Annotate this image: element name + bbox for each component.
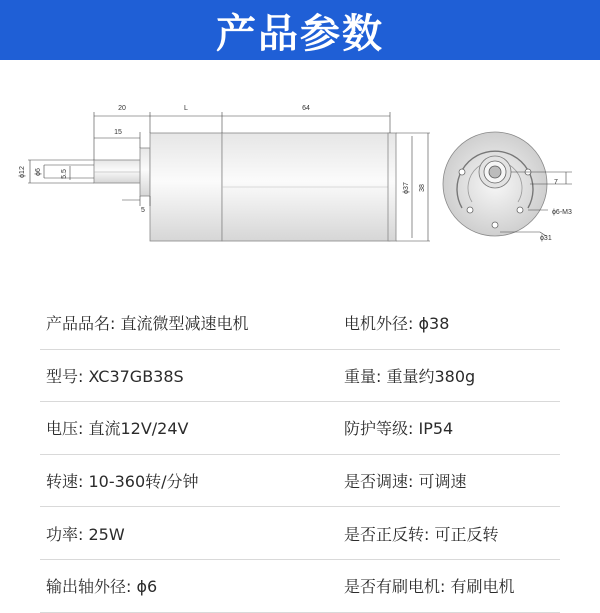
spec-row [40,350,560,403]
technical-drawing [0,60,600,290]
dim-motor-length: 64 [302,105,310,112]
dim-shoulder: 5 [141,207,145,214]
spec-speed: 转速: 10-360转/分钟 [46,472,199,492]
spec-row [40,560,560,613]
motor-dimension-svg [0,60,600,290]
spec-model: 型号: XC37GB38S [46,366,184,386]
spec-speed-adjustable: 是否调速: 可调速 [344,472,467,492]
dim-shaft-small-diameter: ϕ6 [35,168,42,176]
dim-shaft-diameter: ϕ12 [19,166,26,178]
spec-row [40,402,560,455]
dim-offset: 7 [554,179,558,186]
spec-voltage: 电压: 直流12V/24V [46,419,189,439]
page-title: 产品参数 [216,10,384,57]
dim-body-diameter-37: ϕ37 [403,182,410,194]
spec-power: 功率: 25W [46,524,125,544]
spec-row [40,455,560,508]
spec-output-shaft-diameter: 输出轴外径: ϕ6 [46,577,158,597]
spec-motor-outer-diameter: 电机外径: ϕ38 [344,314,450,334]
dim-mount-holes: ϕ6-M3 [552,209,572,216]
dim-shaft-extension: 20 [118,105,126,112]
spec-table [40,297,560,613]
dim-bolt-circle: ϕ31 [540,235,552,242]
header-banner [0,0,600,60]
spec-row [40,507,560,560]
dim-gearbox-length: L [184,105,188,112]
spec-weight: 重量: 重量约380g [344,366,476,386]
dim-shaft-flat: 15 [114,129,122,136]
spec-product-name: 产品品名: 直流微型减速电机 [46,314,249,334]
dim-flat-depth: 5.5 [61,169,68,179]
spec-row [40,297,560,350]
dim-body-diameter-38: 38 [419,184,426,192]
spec-brushed: 是否有刷电机: 有刷电机 [344,577,515,597]
motor-side-view [94,133,396,241]
spec-reversible: 是否正反转: 可正反转 [344,524,499,544]
spec-protection-level: 防护等级: IP54 [344,419,454,439]
